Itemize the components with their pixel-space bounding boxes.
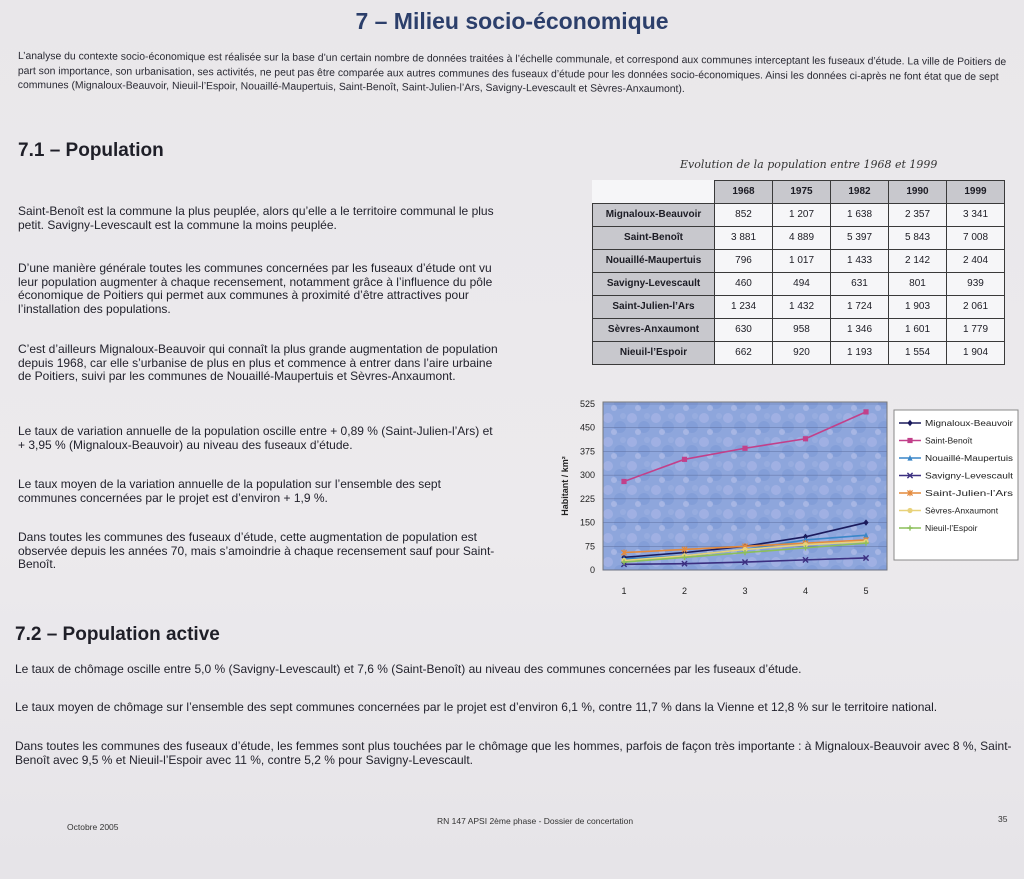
commune-name: Savigny-Levescault bbox=[593, 272, 715, 295]
table-header-row bbox=[593, 181, 1005, 204]
legend-label: Savigny-Levescault bbox=[925, 470, 1014, 481]
employment-paragraph: Le taux de chômage oscille entre 5,0 % (Savigny-Levescault) et 7,6 % (Saint-Benoît) au niveau des communes concernées par les fuseaux d’étude. bbox=[15, 662, 802, 676]
population-cell: 920 bbox=[773, 341, 831, 364]
legend-label: Saint-Benoît bbox=[925, 435, 973, 446]
y-tick-label: 150 bbox=[579, 517, 595, 528]
data-point bbox=[803, 436, 808, 441]
population-cell: 2 357 bbox=[889, 203, 947, 226]
population-density-chart bbox=[555, 388, 1023, 603]
population-paragraph: Dans toutes les communes des fuseaux d’étude, cette augmentation de population est observée depuis les années 70, mais s’amoindrie à chaque recensement sauf pour Saint-Benoît. bbox=[18, 530, 495, 572]
section-title-population-active: 7.2 – Population active bbox=[15, 624, 220, 645]
population-cell: 2 142 bbox=[889, 249, 947, 272]
table-row bbox=[593, 226, 1005, 249]
population-cell: 1 234 bbox=[715, 295, 773, 318]
population-cell: 958 bbox=[773, 318, 831, 341]
x-tick-label: 1 bbox=[621, 586, 627, 596]
legend-label: Saint-Julien-l’Ars bbox=[925, 488, 1013, 498]
population-paragraph: Saint-Benoît est la commune la plus peuplée, alors qu’elle a le territoire communal le plus petit. Savigny-Levescault est la commune la moins peuplée. bbox=[18, 204, 494, 232]
y-axis-label: Habitant / km² bbox=[560, 456, 570, 516]
population-paragraph: D’une manière générale toutes les communes concernées par les fuseaux d’étude ont vu leur population augmenter à chaque recensement, notamment grâce à l’influence du pôle économique de Poitiers qui permet aux communes à proximité d’être attractives pour l’installation des populations. bbox=[18, 261, 493, 316]
population-table bbox=[592, 180, 1005, 365]
table-row bbox=[593, 295, 1005, 318]
data-point bbox=[907, 508, 912, 513]
commune-name: Mignaloux-Beauvoir bbox=[593, 203, 715, 226]
population-cell: 1 904 bbox=[947, 341, 1005, 364]
data-point bbox=[742, 446, 747, 451]
population-cell: 852 bbox=[715, 203, 773, 226]
table-corner bbox=[593, 181, 715, 204]
population-cell: 1 779 bbox=[947, 318, 1005, 341]
population-paragraph: Le taux de variation annuelle de la population oscille entre + 0,89 % (Saint-Julien-l’Ars) et + 3,95 % (Mignaloux-Beauvoir) au niveau des fuseaux d’étude. bbox=[18, 424, 493, 452]
table-row bbox=[593, 203, 1005, 226]
population-cell: 796 bbox=[715, 249, 773, 272]
population-cell: 1 554 bbox=[889, 341, 947, 364]
year-header: 1975 bbox=[773, 181, 831, 204]
y-tick-label: 300 bbox=[579, 470, 595, 481]
x-tick-label: 3 bbox=[742, 586, 748, 596]
legend-label: Nieuil-l’Espoir bbox=[925, 523, 978, 533]
population-cell: 1 017 bbox=[773, 249, 831, 272]
section-title-population: 7.1 – Population bbox=[18, 140, 164, 161]
legend-label: Nouaillé-Maupertuis bbox=[925, 453, 1013, 463]
intro-paragraph: L’analyse du contexte socio-économique est réalisée sur la base d’un certain nombre de données traitées à l’échelle communale, et correspond aux communes interceptant les fuseaux d’étude. La ville de Poitiers de part son importance, son urbanisation, ses activités, ne peut pas être comparée aux autres communes des fuseaux d’étude pour les données socio-économiques. Ainsi les données ci-après ne font état que de sept communes (Mignaloux-Beauvoir, Nieuil-l’Espoir, Nouaillé-Maupertuis, Saint-Benoît, Saint-Julien-l’Ars, Savigny-Levescault et Sèvres-Anxaumont). bbox=[17, 50, 1007, 96]
table-caption: Evolution de la population entre 1968 et 1999 bbox=[680, 158, 938, 171]
table-row bbox=[593, 249, 1005, 272]
y-tick-label: 375 bbox=[579, 446, 595, 457]
population-cell: 7 008 bbox=[947, 226, 1005, 249]
y-tick-label: 525 bbox=[579, 399, 595, 409]
commune-name: Nieuil-l’Espoir bbox=[593, 341, 715, 364]
population-cell: 4 889 bbox=[773, 226, 831, 249]
data-point bbox=[907, 438, 912, 443]
commune-name: Saint-Benoît bbox=[593, 226, 715, 249]
y-tick-label: 450 bbox=[579, 422, 595, 433]
footer-document-title: RN 147 APSI 2ème phase - Dossier de concertation bbox=[437, 816, 634, 826]
x-tick-label: 2 bbox=[681, 586, 688, 596]
population-cell: 1 432 bbox=[773, 295, 831, 318]
population-cell: 3 341 bbox=[947, 203, 1005, 226]
commune-name: Saint-Julien-l’Ars bbox=[593, 295, 715, 318]
population-cell: 1 346 bbox=[831, 318, 889, 341]
legend-label: Sèvres-Anxaumont bbox=[925, 505, 999, 516]
population-cell: 1 724 bbox=[831, 295, 889, 318]
population-paragraph: C’est d’ailleurs Mignaloux-Beauvoir qui connaît la plus grande augmentation de population depuis 1968, car elle s’urbanise de plus en plus et commence à entrer dans l’aire urbaine de Poitiers, suivi par les communes de Nouaillé-Maupertuis et Sèvres-Anxaumont. bbox=[18, 342, 498, 384]
year-header: 1999 bbox=[947, 181, 1005, 204]
y-tick-label: 0 bbox=[589, 565, 595, 575]
page-number: 35 bbox=[998, 814, 1008, 824]
year-header: 1990 bbox=[889, 181, 947, 204]
page-title: 7 – Milieu socio-économique bbox=[355, 8, 669, 34]
y-tick-label: 75 bbox=[584, 541, 595, 552]
population-cell: 494 bbox=[773, 272, 831, 295]
table-row bbox=[593, 272, 1005, 295]
population-cell: 2 404 bbox=[947, 249, 1005, 272]
population-cell: 631 bbox=[831, 272, 889, 295]
population-cell: 3 881 bbox=[715, 226, 773, 249]
population-cell: 939 bbox=[947, 272, 1005, 295]
employment-paragraph: Dans toutes les communes des fuseaux d’étude, les femmes sont plus touchées par le chômage que les hommes, parfois de façon très importante : à Mignaloux-Beauvoir avec 8 %, Saint-Benoît avec 9,5 % et Nieuil-l’Espoir avec 11 %, contre 5,2 % pour Savigny-Levescault. bbox=[15, 739, 1012, 767]
population-cell: 460 bbox=[715, 272, 773, 295]
x-tick-label: 4 bbox=[802, 586, 809, 596]
commune-name: Nouaillé-Maupertuis bbox=[593, 249, 715, 272]
population-cell: 2 061 bbox=[947, 295, 1005, 318]
data-point bbox=[621, 479, 626, 484]
population-cell: 1 207 bbox=[773, 203, 831, 226]
population-cell: 662 bbox=[715, 341, 773, 364]
employment-paragraph: Le taux moyen de chômage sur l’ensemble des sept communes concernées par le projet est d’environ 6,1 %, contre 11,7 % dans la Vienne et 12,8 % sur le territoire national. bbox=[15, 700, 938, 714]
population-cell: 801 bbox=[889, 272, 947, 295]
commune-name: Sèvres-Anxaumont bbox=[593, 318, 715, 341]
x-tick-label: 5 bbox=[863, 586, 869, 596]
footer-date: Octobre 2005 bbox=[67, 822, 119, 832]
table-row bbox=[593, 341, 1005, 364]
legend-box bbox=[894, 410, 1018, 560]
population-paragraph: Le taux moyen de la variation annuelle de la population sur l’ensemble des sept communes concernées par le projet est d’environ + 1,9 %. bbox=[18, 477, 441, 505]
data-point bbox=[682, 457, 687, 462]
population-cell: 5 843 bbox=[889, 226, 947, 249]
population-cell: 630 bbox=[715, 318, 773, 341]
population-cell: 1 193 bbox=[831, 341, 889, 364]
population-cell: 1 601 bbox=[889, 318, 947, 341]
population-cell: 5 397 bbox=[831, 226, 889, 249]
legend-label: Mignaloux-Beauvoir bbox=[925, 418, 1014, 428]
population-cell: 1 903 bbox=[889, 295, 947, 318]
data-point bbox=[863, 409, 868, 414]
population-cell: 1 638 bbox=[831, 203, 889, 226]
table-row bbox=[593, 318, 1005, 341]
y-tick-label: 225 bbox=[579, 493, 595, 504]
population-cell: 1 433 bbox=[831, 249, 889, 272]
year-header: 1982 bbox=[831, 181, 889, 204]
year-header: 1968 bbox=[715, 181, 773, 204]
